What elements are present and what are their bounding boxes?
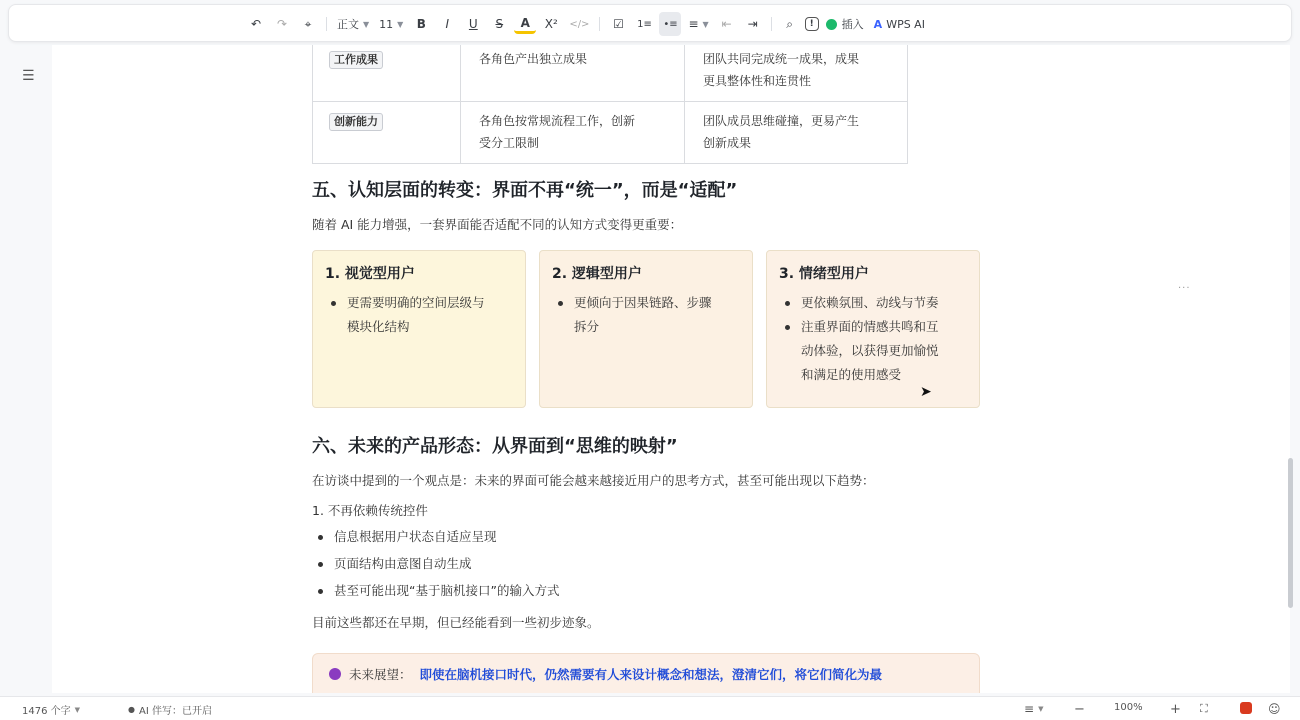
crystal-ball-icon	[329, 668, 341, 680]
superscript-icon: X²	[544, 17, 558, 31]
card-list	[325, 291, 513, 339]
table-cell[interactable]	[685, 102, 908, 164]
paragraph[interactable]: 在访谈中提到的一个观点是：未来的界面可能会越来越接近用户的思考方式，甚至可能出现以下趋势：	[312, 473, 875, 488]
plus-circle-icon	[826, 19, 837, 30]
ordered-list-icon: 1≡	[637, 18, 652, 30]
divider	[599, 17, 600, 31]
divider	[326, 17, 327, 31]
ordered-list-button[interactable]	[633, 12, 655, 36]
section-heading[interactable]: 六、未来的产品形态：从界面到“思维的映射”	[312, 436, 678, 457]
trend-list	[312, 523, 559, 604]
callout-text: 即使在脑机接口时代，仍然需要有人来设计概念和想法，澄清它们，将它们简化为最	[419, 667, 883, 682]
table-cell[interactable]	[313, 102, 461, 164]
list-item-text: 动体验，以获得更加愉悦	[801, 343, 939, 358]
font-color-icon: A	[520, 15, 530, 30]
smiley-icon: ☺	[1268, 702, 1281, 716]
superscript-button[interactable]	[540, 12, 562, 36]
feedback-button[interactable]	[1268, 702, 1281, 716]
bullet-list-icon: •≡	[663, 18, 678, 30]
table-row	[313, 102, 908, 164]
cell-text: 各角色按常规流程工作，创新	[479, 114, 636, 128]
list-item[interactable]: 信息根据用户状态自适应呈现	[312, 523, 559, 550]
style-dropdown[interactable]	[334, 12, 372, 36]
insert-button[interactable]	[823, 12, 867, 36]
outline-icon: ☰	[22, 68, 35, 84]
card-list	[552, 291, 740, 339]
undo-button[interactable]	[245, 12, 267, 36]
word-count: 1476 个字	[22, 706, 71, 717]
strikethrough-icon: S	[495, 17, 504, 31]
scrollbar-thumb[interactable]	[1288, 458, 1293, 608]
indent-decrease-button[interactable]	[716, 12, 738, 36]
card-logic-user[interactable]	[539, 250, 753, 408]
bold-button[interactable]	[410, 12, 432, 36]
italic-button[interactable]	[436, 12, 458, 36]
list-item-text: 更需要明确的空间层级与	[347, 295, 485, 310]
chevron-down-icon: ▼	[74, 705, 81, 714]
chevron-down-icon: ▼	[397, 19, 404, 29]
cell-text: 创新成果	[703, 136, 752, 150]
chevron-down-icon: ▼	[1038, 705, 1044, 713]
divider	[771, 17, 772, 31]
underline-icon: U	[468, 17, 478, 31]
align-dropdown[interactable]	[685, 12, 711, 36]
checkbox-icon: ☑	[613, 17, 624, 31]
fullscreen-button[interactable]	[1200, 702, 1208, 716]
record-button[interactable]	[1240, 702, 1252, 714]
cell-text: 各角色产出独立成果	[479, 52, 588, 66]
ai-writing-status[interactable]	[128, 702, 212, 717]
font-size-value: 11	[379, 17, 394, 31]
indent-increase-button[interactable]	[742, 12, 764, 36]
card-title: 3. 情绪型用户	[779, 266, 869, 282]
brush-icon: ⌖	[304, 16, 312, 31]
list-item	[779, 291, 967, 315]
row-label-tag: 工作成果	[329, 51, 383, 69]
undo-icon: ↶	[250, 17, 262, 31]
card-visual-user[interactable]	[312, 250, 526, 408]
status-bar	[0, 696, 1300, 720]
list-item-text: 更倾向于因果链路、步骤	[574, 295, 712, 310]
table-cell[interactable]	[461, 45, 685, 102]
paragraph[interactable]: 目前这些都还在早期，但已经能看到一些初步迹象。	[312, 615, 600, 630]
comment-icon: !	[809, 19, 814, 29]
wps-ai-button[interactable]	[871, 12, 928, 36]
indent-increase-icon: ⇥	[747, 17, 758, 31]
italic-icon: I	[445, 17, 450, 31]
font-color-button[interactable]	[514, 14, 536, 34]
fullscreen-icon: ⛶	[1200, 702, 1208, 715]
card-emotion-user[interactable]	[766, 250, 980, 408]
card-title: 1. 视觉型用户	[325, 266, 415, 282]
toolbar	[8, 4, 1292, 42]
list-item	[779, 315, 967, 387]
cell-text: 团队共同完成统一成果，成果	[703, 52, 860, 66]
outline-toggle-button[interactable]	[22, 68, 35, 84]
code-icon: </>	[569, 18, 590, 30]
minus-icon: −	[1074, 702, 1085, 717]
table-cell[interactable]	[685, 45, 908, 102]
strikethrough-button[interactable]	[488, 12, 510, 36]
cell-text: 受分工限制	[479, 136, 540, 150]
bold-icon: B	[416, 17, 426, 31]
list-item-text: 和满足的使用感受	[801, 367, 902, 382]
zoom-in-button[interactable]	[1170, 702, 1181, 717]
list-item[interactable]: 甚至可能出现“基于脑机接口”的输入方式	[312, 577, 559, 604]
list-item	[552, 291, 740, 339]
card-title: 2. 逻辑型用户	[552, 266, 642, 282]
comment-button[interactable]	[805, 17, 819, 31]
view-layout-dropdown[interactable]	[1024, 702, 1043, 716]
chevron-down-icon: ▼	[702, 19, 709, 29]
toolbar-buttons	[245, 12, 928, 36]
ai-status-text: AI 伴写：已开启	[138, 706, 212, 717]
bullet-list-button[interactable]	[659, 12, 681, 36]
table-cell[interactable]	[313, 45, 461, 102]
underline-button[interactable]	[462, 12, 484, 36]
table-row	[313, 45, 908, 102]
align-icon: ≡	[688, 17, 699, 31]
paragraph[interactable]: 随着 AI 能力增强，一套界面能否适配不同的认知方式变得更重要：	[312, 217, 683, 232]
wps-ai-icon: A	[873, 17, 883, 31]
redo-icon: ↷	[276, 17, 288, 31]
list-item-text: 注重界面的情感共鸣和互	[801, 319, 939, 334]
zoom-level[interactable]	[1114, 702, 1143, 713]
search-icon: ⌕	[786, 16, 794, 31]
numbered-item[interactable]: 1. 不再依赖传统控件	[312, 503, 428, 518]
cell-text: 更具整体性和连贯性	[703, 74, 812, 88]
callout-lead: 未来展望：	[349, 667, 412, 682]
zoom-value: 100%	[1114, 702, 1143, 713]
format-painter-button[interactable]	[297, 12, 319, 36]
indent-decrease-icon: ⇤	[721, 17, 732, 31]
dot-icon: ●	[128, 705, 135, 714]
document-canvas	[52, 45, 1290, 693]
list-item-text: 拆分	[574, 319, 600, 334]
section-heading[interactable]: 五、认知层面的转变：界面不再“统一”，而是“适配”	[312, 180, 738, 201]
chevron-down-icon: ▼	[363, 19, 370, 29]
row-label-tag: 创新能力	[329, 113, 383, 131]
list-item-text: 更依赖氛围、动线与节奏	[801, 295, 939, 310]
code-button[interactable]	[566, 12, 592, 36]
zoom-out-button[interactable]	[1074, 702, 1085, 717]
checkbox-button[interactable]	[607, 12, 629, 36]
list-item	[325, 291, 513, 339]
cell-text: 团队成员思维碰撞，更易产生	[703, 114, 860, 128]
more-icon[interactable]: ···	[1178, 283, 1191, 294]
comparison-table	[312, 45, 908, 164]
plus-icon: +	[1170, 702, 1181, 717]
list-item-text: 模块化结构	[347, 319, 410, 334]
layout-icon: ≡	[1024, 702, 1035, 716]
wps-ai-label: WPS AI	[886, 17, 925, 31]
font-size-dropdown[interactable]	[376, 12, 406, 36]
user-type-cards	[312, 250, 982, 408]
style-value: 正文	[337, 18, 359, 31]
record-icon	[1240, 702, 1252, 714]
table-cell[interactable]	[461, 102, 685, 164]
search-button[interactable]	[779, 12, 801, 36]
word-count-dropdown[interactable]	[22, 702, 80, 717]
mouse-cursor-icon: ➤	[920, 384, 932, 400]
highlight-callout[interactable]	[312, 653, 980, 693]
insert-label: 插入	[841, 18, 864, 31]
card-list	[779, 291, 967, 387]
list-item[interactable]: 页面结构由意图自动生成	[312, 550, 559, 577]
redo-button[interactable]	[271, 12, 293, 36]
